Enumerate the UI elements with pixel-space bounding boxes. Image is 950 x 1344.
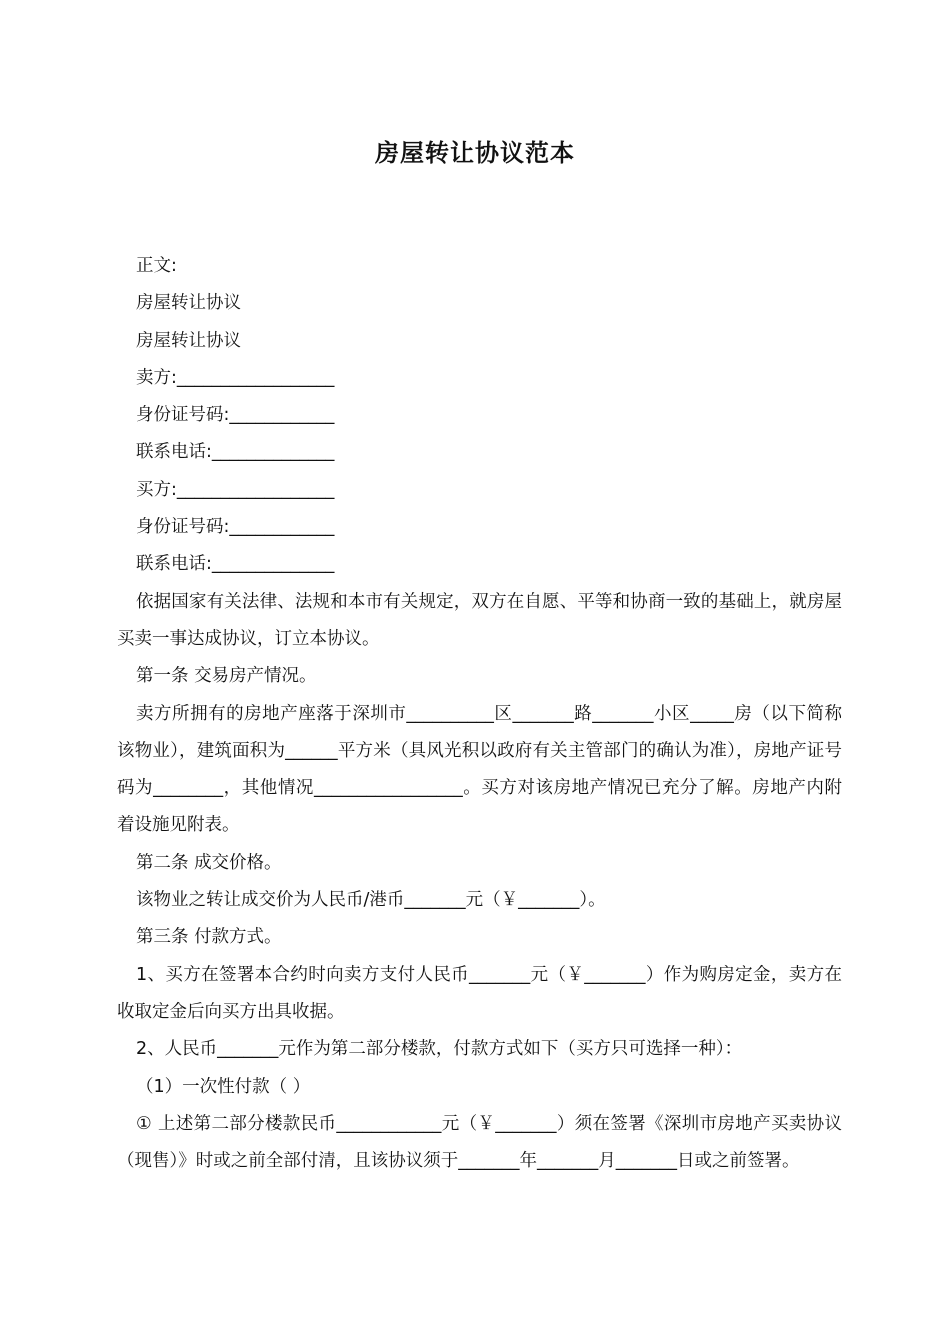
- text-agreement-name: 房屋转让协议: [136, 293, 241, 314]
- payment-option-1: （1）一次性付款（ ）: [136, 1076, 311, 1097]
- payment-option-1-clause: ① 上述第二部分楼款民币____________元（￥_______）须在签署《深圳市房地产买卖协议（现售）》时或之前全部付清，且该协议须于_______年_______月_______日或之前签署。: [117, 1113, 842, 1172]
- article-3-item-2: 2、人民币_______元作为第二部分楼款，付款方式如下（买方只可选择一种）：: [136, 1039, 743, 1060]
- article-1-body: 卖方所拥有的房地产座落于深圳市__________区_______路_______小区_____房（以下简称该物业），建筑面积为______平方米（具风光积以政府有关主管部门的确认为准），房地产证号码为________，其他情况_________________。买方对该房地产情况已充分了解。房地产内附着设施见附表。: [117, 703, 842, 836]
- text-body-heading: 正文:: [136, 256, 177, 276]
- field-buyer-id-number: 身份证号码:____________: [136, 517, 335, 538]
- article-1-heading: 第一条 交易房产情况。: [136, 666, 317, 687]
- field-seller-phone: 联系电话:______________: [136, 442, 335, 463]
- paragraph-preamble: 依据国家有关法律、法规和本市有关规定，双方在自愿、平等和协商一致的基础上，就房屋买卖一事达成协议，订立本协议。: [117, 591, 842, 649]
- field-seller-id-number: 身份证号码:____________: [136, 405, 335, 426]
- article-3-item-1: 1、买方在签署本合约时向卖方支付人民币_______元（￥_______）作为购房定金，卖方在收取定金后向买方出具收据。: [117, 964, 842, 1022]
- document-title: 房屋转让协议范本: [375, 139, 575, 167]
- field-seller: 卖方:__________________: [136, 367, 335, 388]
- field-buyer-phone: 联系电话:______________: [136, 554, 335, 575]
- article-2-heading: 第二条 成交价格。: [136, 852, 282, 873]
- text-agreement-name-repeat: 房屋转让协议: [136, 330, 241, 351]
- document-body: [117, 248, 842, 1180]
- article-2-body: 该物业之转让成交价为人民币/港币_______元（￥_______）。: [136, 890, 606, 911]
- field-buyer: 买方:__________________: [136, 479, 335, 500]
- article-3-heading: 第三条 付款方式。: [136, 927, 282, 948]
